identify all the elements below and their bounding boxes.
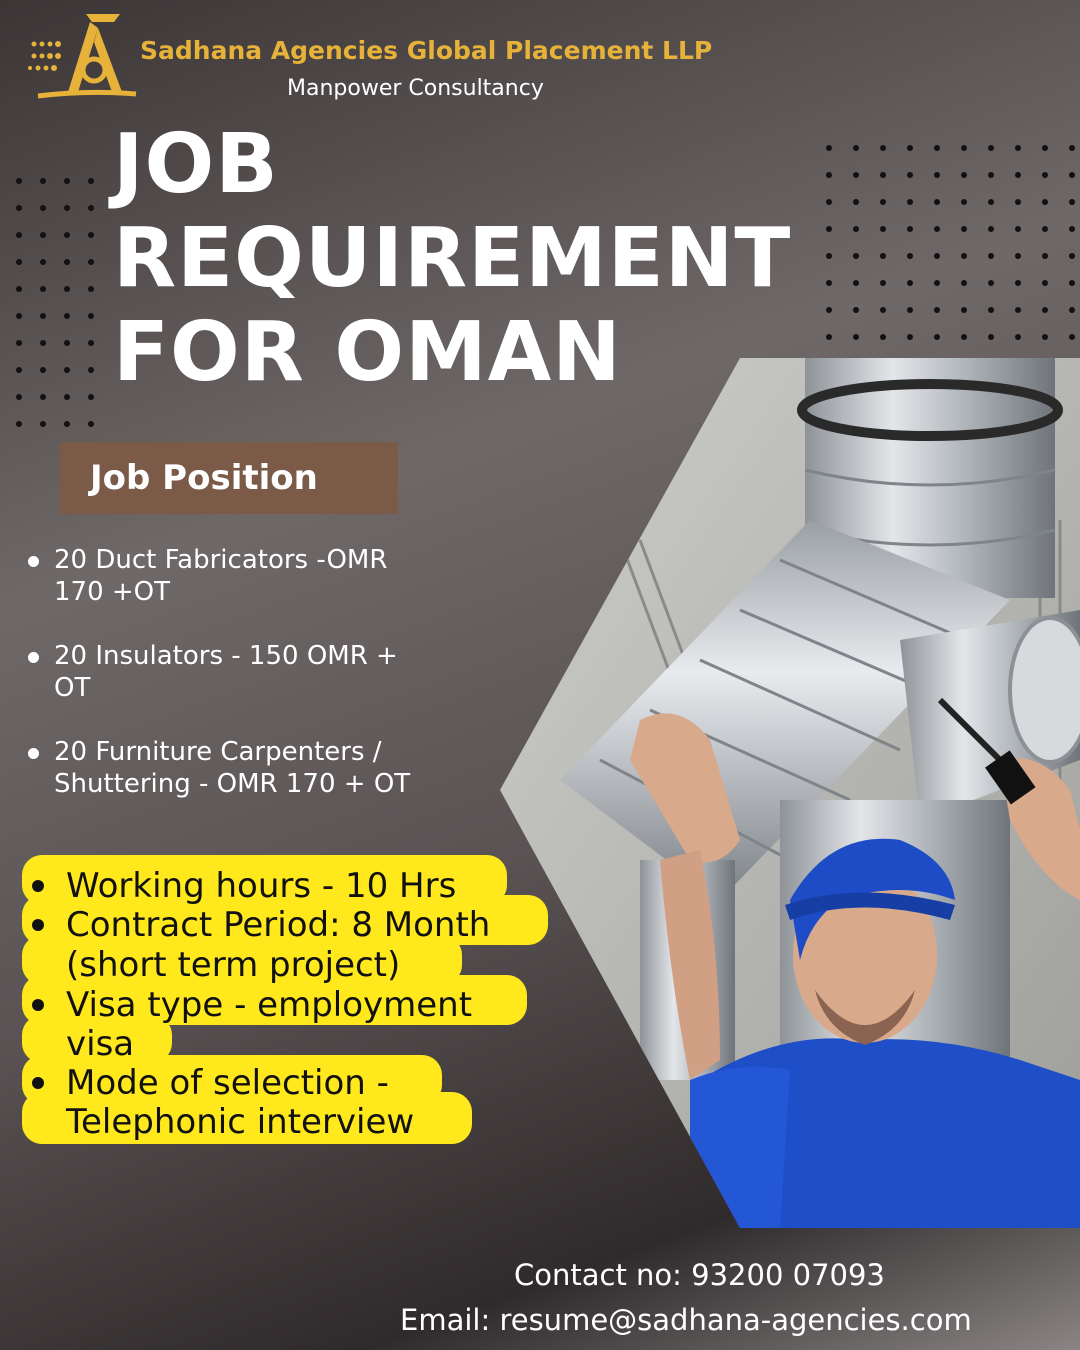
bullet-icon xyxy=(32,880,44,892)
headline-line-2: REQUIREMENT xyxy=(113,211,792,306)
working-hours: Working hours - 10 Hrs xyxy=(66,866,457,906)
position-line: 20 Insulators - 150 OMR + xyxy=(54,641,398,671)
position-item xyxy=(28,640,498,704)
selection-mode-continued: Telephonic interview xyxy=(66,1102,415,1142)
job-position-badge xyxy=(60,442,398,514)
headline-line-3: FOR OMAN xyxy=(113,305,622,400)
visa-type-continued: visa xyxy=(66,1024,135,1064)
position-item xyxy=(28,544,498,608)
contract-period: Contract Period: 8 Month xyxy=(66,905,491,945)
position-item xyxy=(28,736,498,800)
position-text xyxy=(54,736,494,800)
position-line: 20 Furniture Carpenters / xyxy=(54,737,382,767)
headline xyxy=(113,118,791,400)
visa-type: Visa type - employment xyxy=(66,985,473,1025)
bullet-icon xyxy=(28,652,39,663)
position-line: 170 +OT xyxy=(54,577,171,607)
selection-mode: Mode of selection - xyxy=(66,1063,389,1103)
job-position-label: Job Position xyxy=(90,458,318,498)
bullet-icon xyxy=(32,1077,44,1089)
bullet-icon xyxy=(28,748,39,759)
sa-monogram-logo-icon xyxy=(28,8,140,104)
position-line: Shuttering - OMR 170 + OT xyxy=(54,769,411,799)
bullet-icon xyxy=(32,999,44,1011)
bullet-icon xyxy=(28,556,39,567)
contact-email[interactable]: Email: resume@sadhana-agencies.com xyxy=(400,1303,972,1337)
company-tagline: Manpower Consultancy xyxy=(287,76,544,101)
position-line: 20 Duct Fabricators -OMR xyxy=(54,545,388,575)
position-text xyxy=(54,544,494,608)
contact-phone[interactable]: Contact no: 93200 07093 xyxy=(514,1258,885,1292)
company-name: Sadhana Agencies Global Placement LLP xyxy=(140,36,713,65)
position-text xyxy=(54,640,494,704)
position-line: OT xyxy=(54,673,91,703)
bullet-icon xyxy=(32,919,44,931)
contract-note: (short term project) xyxy=(66,945,401,985)
headline-line-1: JOB xyxy=(113,117,279,212)
